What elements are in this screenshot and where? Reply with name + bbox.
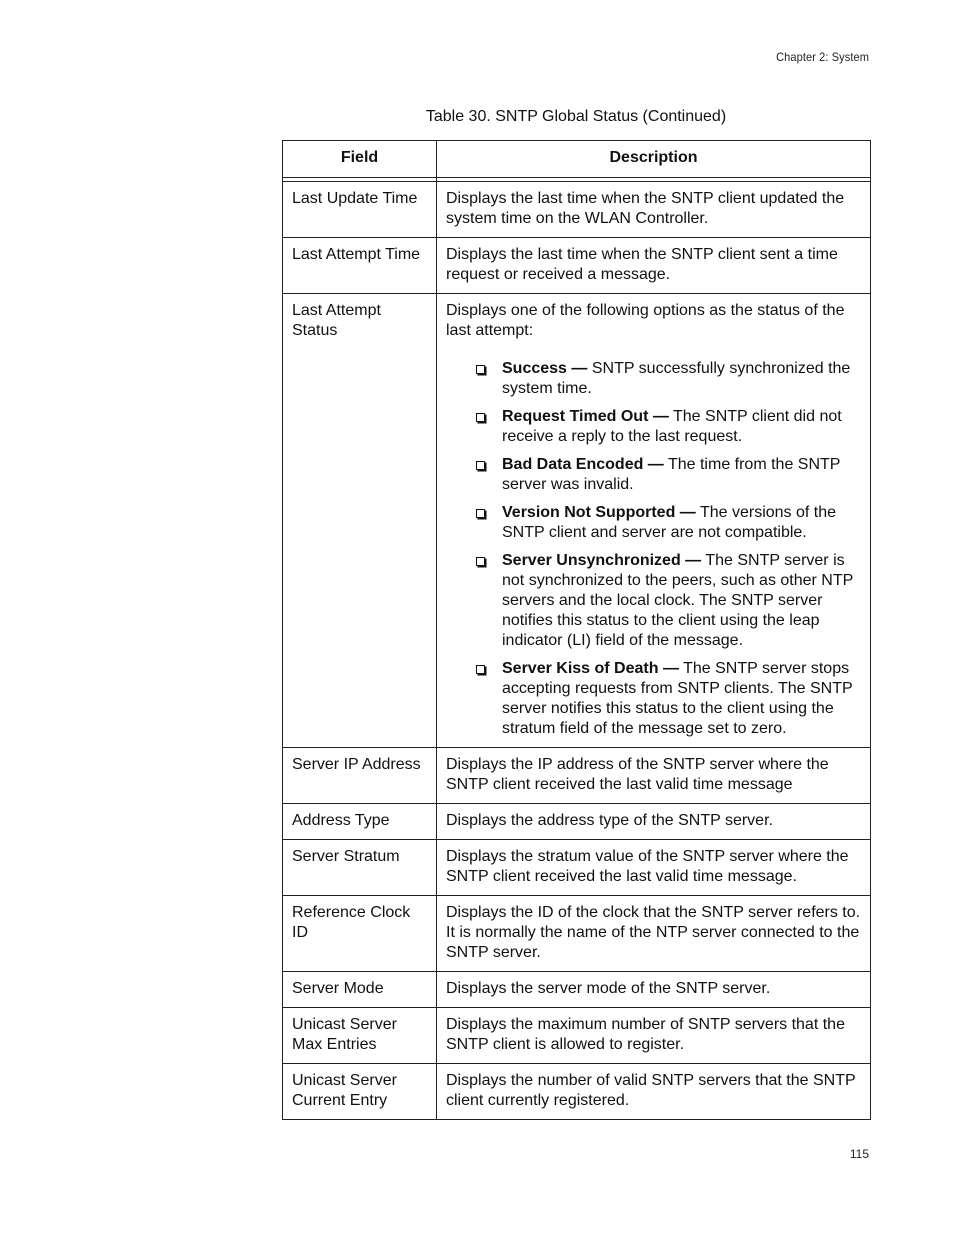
square-bullet-icon xyxy=(476,665,485,674)
table-row xyxy=(283,238,871,294)
field-cell: Server IP Address xyxy=(283,748,437,804)
description-intro: Displays one of the following options as the status of the last attempt: xyxy=(446,302,845,339)
description-cell: Displays the last time when the SNTP client updated the system time on the WLAN Controller. xyxy=(437,182,871,238)
field-cell: Server Stratum xyxy=(283,840,437,896)
table-header-row xyxy=(283,141,871,178)
option-term: Success — xyxy=(502,360,588,377)
column-header-field: Field xyxy=(283,141,437,178)
list-item xyxy=(446,659,862,739)
option-text: The versions of the SNTP client and server are not compatible. xyxy=(502,504,837,541)
description-cell: Displays the server mode of the SNTP server. xyxy=(437,972,871,1008)
column-header-description: Description xyxy=(437,141,871,178)
field-cell: Server Mode xyxy=(283,972,437,1008)
description-cell: Displays the IP address of the SNTP server where the SNTP client received the last valid time message xyxy=(437,748,871,804)
option-term: Server Kiss of Death — xyxy=(502,660,679,677)
list-item xyxy=(446,455,862,495)
sntp-global-status-table xyxy=(282,140,871,1120)
field-cell: Unicast Server Max Entries xyxy=(283,1008,437,1064)
table-caption: Table 30. SNTP Global Status (Continued) xyxy=(425,108,727,125)
list-item xyxy=(446,503,862,543)
description-cell: Displays the address type of the SNTP server. xyxy=(437,804,871,840)
field-cell: Last Attempt Status xyxy=(283,294,437,748)
square-bullet-icon xyxy=(476,365,485,374)
option-text: The SNTP client did not receive a reply to the last request. xyxy=(502,408,842,445)
table-row xyxy=(283,748,871,804)
table-row xyxy=(283,294,871,748)
list-item xyxy=(446,359,862,399)
option-text: SNTP successfully synchronized the system time. xyxy=(502,360,851,397)
option-term: Version Not Supported — xyxy=(502,504,696,521)
option-text: The time from the SNTP server was invalid. xyxy=(502,456,841,493)
running-header: Chapter 2: System xyxy=(776,50,869,64)
description-cell: Displays the stratum value of the SNTP server where the SNTP client received the last valid time message. xyxy=(437,840,871,896)
table-row xyxy=(283,804,871,840)
description-cell xyxy=(437,294,871,748)
table-row xyxy=(283,1008,871,1064)
table-row xyxy=(283,972,871,1008)
description-cell: Displays the maximum number of SNTP servers that the SNTP client is allowed to register. xyxy=(437,1008,871,1064)
table-row xyxy=(283,896,871,972)
option-term: Bad Data Encoded — xyxy=(502,456,664,473)
field-cell: Unicast Server Current Entry xyxy=(283,1064,437,1120)
description-cell: Displays the number of valid SNTP servers that the SNTP client currently registered. xyxy=(437,1064,871,1120)
field-cell: Last Attempt Time xyxy=(283,238,437,294)
description-cell: Displays the ID of the clock that the SNTP server refers to. It is normally the name of the NTP server connected to the SNTP server. xyxy=(437,896,871,972)
square-bullet-icon xyxy=(476,413,485,422)
option-text: The SNTP server stops accepting requests from SNTP clients. The SNTP server notifies this status to the client using the stratum field of the message set to zero. xyxy=(502,660,853,737)
table-row xyxy=(283,182,871,238)
option-text: The SNTP server is not synchronized to the peers, such as other NTP servers and the local clock. The SNTP server notifies this status to the client using the leap indicator (LI) field of the message. xyxy=(502,552,854,649)
status-options-list xyxy=(446,359,862,739)
option-term: Server Unsynchronized — xyxy=(502,552,702,569)
field-cell: Last Update Time xyxy=(283,182,437,238)
page-number: 115 xyxy=(849,1147,869,1161)
table-row xyxy=(283,840,871,896)
option-term: Request Timed Out — xyxy=(502,408,669,425)
field-cell: Reference Clock ID xyxy=(283,896,437,972)
table-row xyxy=(283,1064,871,1120)
square-bullet-icon xyxy=(476,461,485,470)
field-cell: Address Type xyxy=(283,804,437,840)
list-item xyxy=(446,551,862,651)
square-bullet-icon xyxy=(476,509,485,518)
list-item xyxy=(446,407,862,447)
description-cell: Displays the last time when the SNTP client sent a time request or received a message. xyxy=(437,238,871,294)
square-bullet-icon xyxy=(476,557,485,566)
